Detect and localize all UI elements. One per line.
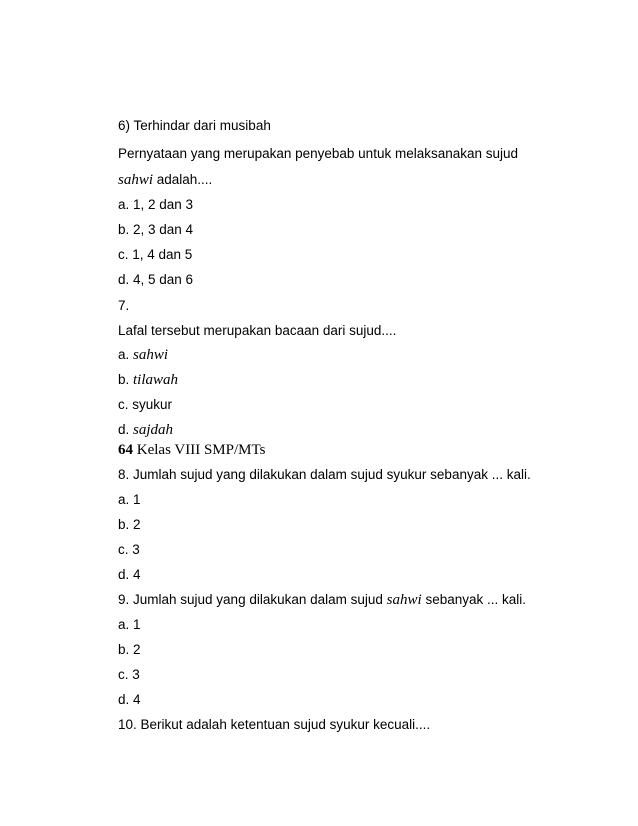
text-fragment: 9. Jumlah sujud yang dilakukan dalam sujud [118, 592, 387, 607]
question-9-text [118, 591, 526, 609]
option-prefix: a. [118, 347, 134, 362]
term-sahwi: sahwi [386, 592, 422, 608]
question-6-text: Pernyataan yang merupakan penyebab untuk melaksanakan sujud [118, 146, 519, 161]
option-d: d. 4, 5 dan 6 [118, 272, 194, 287]
question-6-text-cont [118, 171, 212, 189]
page-footer [118, 441, 265, 459]
term-tilawah: tilawah [133, 372, 179, 388]
text-fragment: adalah.... [153, 172, 213, 187]
option-prefix: b. [118, 372, 134, 387]
option-a: a. 1 [118, 617, 141, 632]
option-a: a. 1 [118, 492, 141, 507]
option-a: a. 1, 2 dan 3 [118, 197, 194, 212]
book-title: Kelas VIII SMP/MTs [133, 442, 266, 458]
option-d [118, 421, 173, 439]
term-sajdah: sajdah [133, 422, 174, 438]
term-sahwi: sahwi [133, 347, 169, 363]
option-d: d. 4 [118, 692, 141, 707]
option-prefix: d. [118, 422, 134, 437]
option-c: c. 3 [118, 667, 140, 682]
option-d: d. 4 [118, 567, 141, 582]
option-c: c. 3 [118, 542, 140, 557]
option-b: b. 2 [118, 642, 141, 657]
page-number: 64 [118, 442, 133, 458]
question-8-text: 8. Jumlah sujud yang dilakukan dalam sujud syukur sebanyak ... kali. [118, 467, 531, 482]
option-b: b. 2 [118, 517, 141, 532]
question-10-text: 10. Berikut adalah ketentuan sujud syukur kecuali.... [118, 717, 431, 732]
term-sahwi: sahwi [118, 172, 154, 188]
option-c: c. syukur [118, 397, 173, 412]
option-b: b. 2, 3 dan 4 [118, 222, 194, 237]
question-7-number: 7. [118, 298, 130, 313]
option-a [118, 346, 168, 364]
option-c: c. 1, 4 dan 5 [118, 247, 193, 262]
text-fragment: sebanyak ... kali. [421, 592, 526, 607]
question-7-text: Lafal tersebut merupakan bacaan dari sujud.... [118, 323, 397, 338]
list-item-6: 6) Terhindar dari musibah [118, 118, 271, 133]
option-b [118, 371, 178, 389]
